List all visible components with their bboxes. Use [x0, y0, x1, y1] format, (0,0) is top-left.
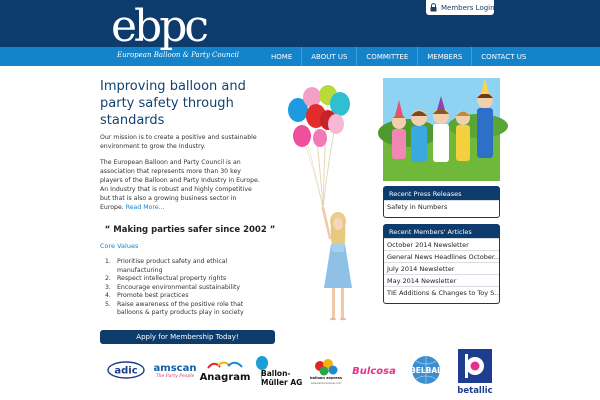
sponsor-balloonexpress-logo[interactable] — [309, 358, 343, 386]
sponsor-amscan-logo[interactable] — [152, 361, 198, 381]
list-item: 1. Prioritise product safety and ethical manufacturing — [105, 258, 228, 274]
members-login-button[interactable] — [426, 0, 494, 15]
about-text — [100, 158, 260, 212]
sponsor-bulcosa-logo[interactable] — [352, 362, 396, 380]
page-headline: Improving balloon and party safety through standards — [100, 79, 246, 128]
nav-committee[interactable]: COMMITTEE — [356, 47, 417, 66]
list-item: 5. Raise awareness of the positive role that balloons & party products play in society — [105, 300, 244, 316]
kids-party-photo — [383, 78, 500, 181]
core-values-title: Core Values — [100, 242, 139, 250]
sponsor-betallic-logo[interactable] — [457, 348, 493, 396]
press-releases-panel — [383, 186, 500, 218]
header-bar — [0, 0, 600, 47]
adic-logo-icon — [107, 361, 145, 379]
belbal-logo-icon — [407, 355, 445, 387]
sponsor-anagram-logo[interactable] — [199, 360, 251, 384]
list-item[interactable]: October 2014 Newsletter — [384, 238, 499, 250]
members-articles-title: Recent Members' Articles — [384, 225, 499, 238]
main-nav — [262, 47, 535, 66]
nav-about-us[interactable]: ABOUT US — [301, 47, 356, 66]
svg-text:www.balloonexpress.com: www.balloonexpress.com — [310, 382, 342, 385]
list-item: 2. Respect intellectual property rights — [105, 275, 227, 282]
list-item: 3. Encourage environmental sustainability — [105, 283, 241, 291]
sponsor-belbal-logo[interactable] — [407, 355, 445, 387]
list-item[interactable]: July 2014 Newsletter — [384, 262, 499, 274]
svg-text:balloon express: balloon express — [309, 376, 343, 380]
apply-membership-button[interactable]: Apply for Membership Today! — [100, 330, 275, 344]
list-item[interactable]: General News Headlines October... — [384, 250, 499, 262]
svg-text:Müller AG: Müller AG — [261, 378, 303, 387]
bulcosa-wordmark: Bulcosa — [352, 365, 396, 377]
nav-members[interactable]: MEMBERS — [417, 47, 471, 66]
amscan-tagline: The Party People — [155, 373, 195, 379]
list-item[interactable]: TIE Additions & Changes to Toy S... — [384, 286, 499, 298]
ballon-muller-logo-icon — [253, 354, 303, 388]
amscan-wordmark: amscan — [153, 362, 197, 374]
list-item[interactable]: Safety in Numbers — [384, 200, 499, 212]
list-item: 4. Promote best practices — [105, 292, 189, 299]
lock-icon — [430, 3, 437, 12]
svg-text:adic: adic — [114, 365, 138, 377]
list-item[interactable]: May 2014 Newsletter — [384, 274, 499, 286]
sponsor-adic-logo[interactable] — [107, 361, 145, 379]
about-body: The European Balloon and Party Council is an association that represents more than 30 key players of the Balloon and Party Industry in Europe. An Industry that is robust and highly competitive but that is also a growing business sector in Europe. — [100, 159, 260, 211]
nav-home[interactable]: HOME — [271, 52, 293, 61]
mission-text: Our mission is to create a positive and sustainable environment to grow the Industry. — [100, 134, 257, 150]
svg-text:betallic: betallic — [457, 386, 493, 396]
logo-subtitle: European Balloon & Party Council — [117, 51, 240, 59]
site-logo[interactable]: ebpc — [111, 1, 207, 52]
members-login-label: Members Login — [441, 3, 495, 12]
members-articles-panel — [383, 224, 500, 304]
nav-contact-us[interactable]: CONTACT US — [471, 47, 535, 66]
sponsor-ballon-muller-logo[interactable] — [253, 354, 303, 388]
anagram-logo-icon — [199, 360, 251, 384]
press-releases-title: Recent Press Releases — [384, 187, 499, 200]
svg-text:Anagram: Anagram — [199, 372, 251, 383]
core-values-list — [105, 258, 265, 318]
read-more-link[interactable]: Read More... — [125, 204, 165, 211]
girl-with-balloons-image — [278, 88, 378, 328]
tagline-quote: “ Making parties safer since 2002 ” — [104, 225, 276, 235]
svg-text:BELBAL: BELBAL — [410, 366, 442, 375]
svg-text:Ballon-: Ballon- — [261, 369, 291, 378]
betallic-logo-icon — [457, 348, 493, 396]
balloonexpress-logo-icon — [309, 358, 343, 386]
